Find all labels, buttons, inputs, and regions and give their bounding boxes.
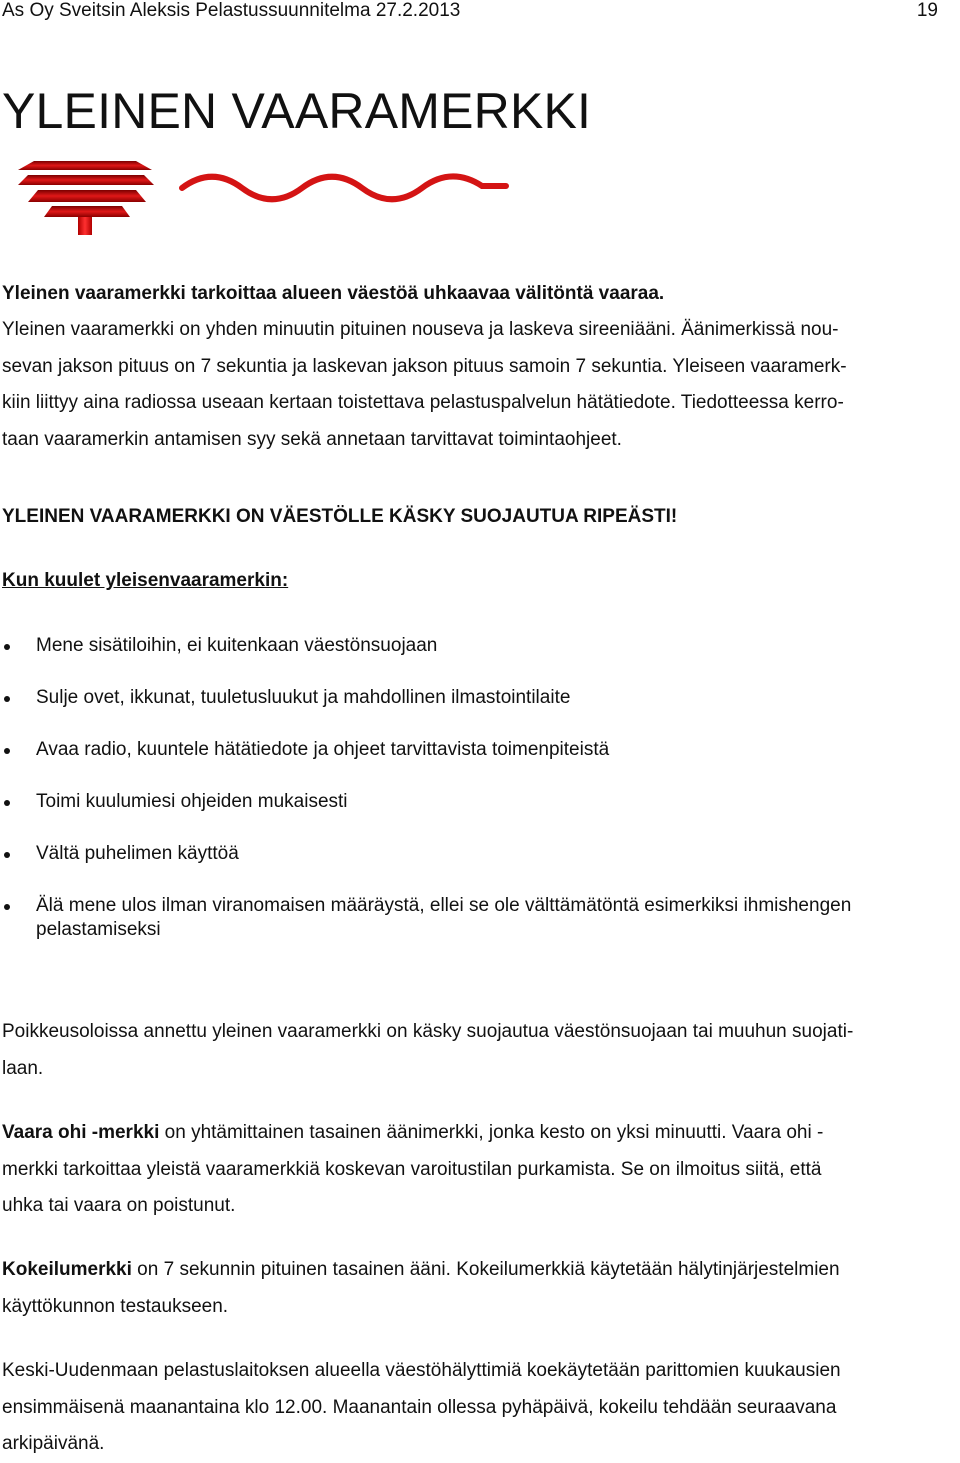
page-number: 19 bbox=[916, 0, 938, 21]
list-item: Älä mene ulos ilman viranomaisen määräystä, ellei se ole välttämätöntä esimerkiksi ihmishengen pelastamiseksi bbox=[0, 894, 958, 942]
intro-statement: Yleinen vaaramerkki tarkoittaa alueen väestöä uhkaavaa välitöntä vaaraa. bbox=[2, 283, 665, 304]
test-signal-paragraph: Kokeilumerkki on 7 sekunnin pituinen tasainen ääni. Kokeilumerkkiä käytetään hälytinjärjestelmien käyttökunnon testaukseen. bbox=[2, 1259, 840, 1317]
bullet-icon bbox=[4, 696, 10, 702]
bullet-icon bbox=[4, 852, 10, 858]
all-clear-term: Vaara ohi -merkki bbox=[2, 1122, 160, 1143]
siren-soundwave-icon bbox=[14, 155, 514, 240]
list-heading: Kun kuulet yleisenvaaramerkin: bbox=[2, 570, 289, 591]
test-signal-term: Kokeilumerkki bbox=[2, 1259, 132, 1280]
list-item: Mene sisätiloihin, ei kuitenkaan väestönsuojaan bbox=[0, 634, 958, 658]
bullet-icon bbox=[4, 748, 10, 754]
list-item: Vältä puhelimen käyttöä bbox=[0, 842, 958, 866]
regional-paragraph: Keski-Uudenmaan pelastuslaitoksen alueella väestöhälyttimiä koekäytetään parittomien kuukausien ensimmäisenä maanantaina klo 12.00. Maanantain ollessa pyhäpäivä, kokeilu tehdään seuraavana arkipäivänä. bbox=[2, 1360, 841, 1454]
description-line-2: sevan jakson pituus on 7 sekuntia ja laskevan jakson pituus samoin 7 sekuntia. Yleiseen vaaramerk- bbox=[2, 356, 847, 377]
exceptional-paragraph: Poikkeusoloissa annettu yleinen vaaramerkki on käsky suojautua väestönsuojaan tai muuhun suojati- laan. bbox=[2, 1021, 854, 1079]
description-line-3: kiin liittyy aina radiossa useaan kertaan toistettava pelastuspalvelun hätätiedote. Tiedotteessa kerro- bbox=[2, 392, 844, 413]
page-title: YLEINEN VAARAMERKKI bbox=[2, 83, 592, 139]
list-item: Avaa radio, kuuntele hätätiedote ja ohjeet tarvittavista toimenpiteistä bbox=[0, 738, 958, 762]
bullet-icon bbox=[4, 904, 10, 910]
description-line-1-real: Yleinen vaaramerkki on yhden minuutin pituinen nouseva ja laskeva sireeniääni. Äänimerkissä nou- bbox=[2, 319, 839, 340]
bullet-icon bbox=[4, 644, 10, 650]
bullet-icon bbox=[4, 800, 10, 806]
list-item: Toimi kuulumiesi ohjeiden mukaisesti bbox=[0, 790, 958, 814]
page-header-left: As Oy Sveitsin Aleksis Pelastussuunnitelma 27.2.2013 bbox=[2, 0, 461, 21]
all-clear-paragraph: Vaara ohi -merkki on yhtämittainen tasainen äänimerkki, jonka kesto on yksi minuutti. Vaara ohi - merkki tarkoittaa yleistä vaaramerkkiä koskevan varoitustilan purkamista. Se on ilmoitus siitä, että uhka tai vaara on poistunut. bbox=[2, 1122, 824, 1216]
description-line-4: taan vaaramerkin antamisen syy sekä annetaan tarvittavat toimintaohjeet. bbox=[2, 429, 622, 450]
instruction-list bbox=[0, 626, 958, 942]
command-statement: YLEINEN VAARAMERKKI ON VÄESTÖLLE KÄSKY SUOJAUTUA RIPEÄSTI! bbox=[2, 506, 678, 527]
list-item: Sulje ovet, ikkunat, tuuletusluukut ja mahdollinen ilmastointilaite bbox=[0, 686, 958, 710]
